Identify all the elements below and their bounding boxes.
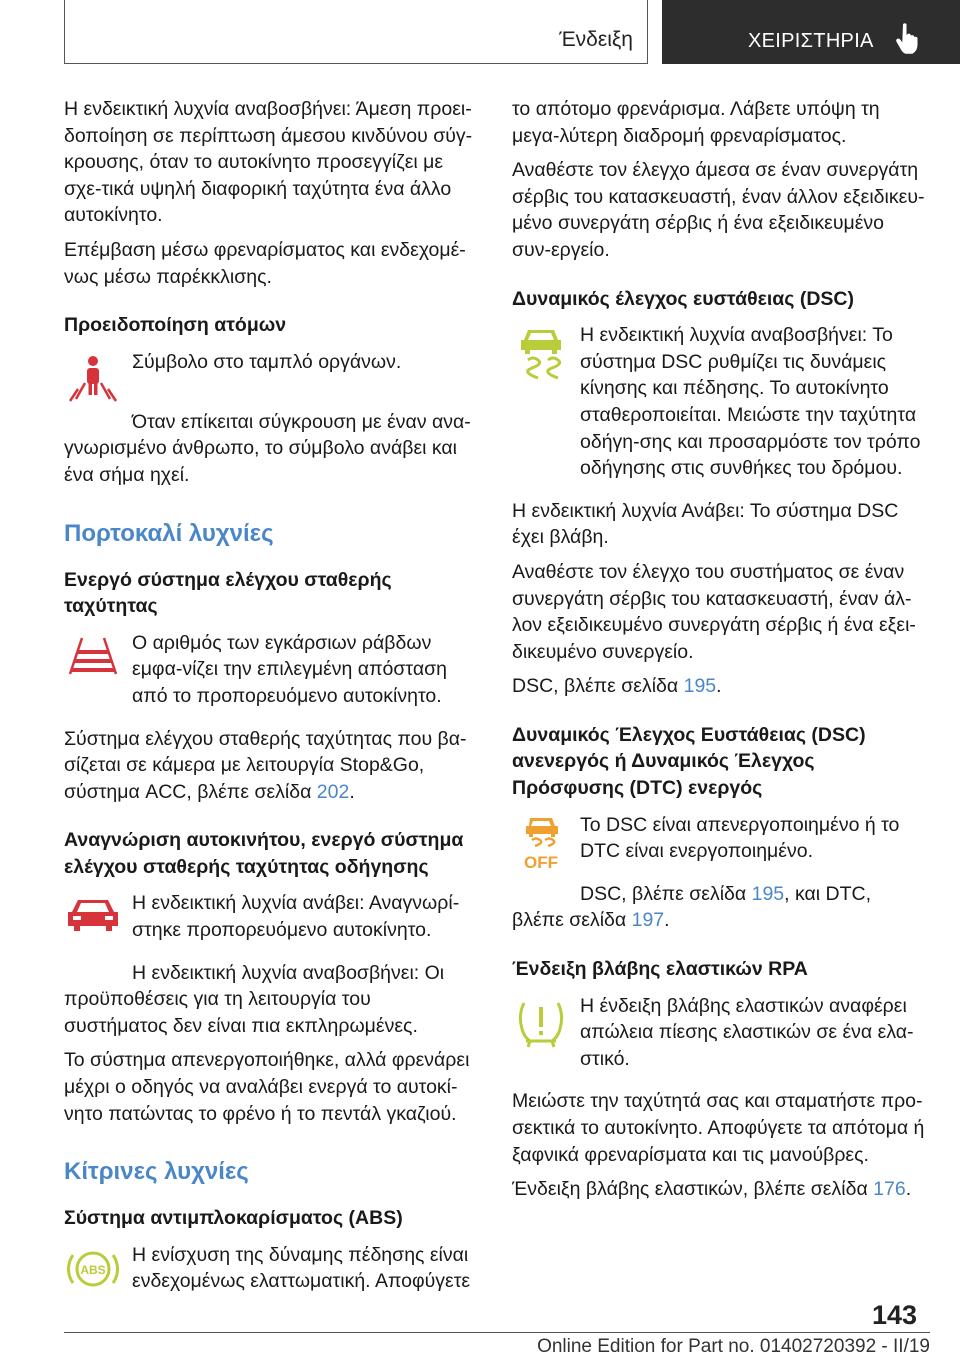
cruise-control-block [64, 630, 478, 718]
paragraph: Όταν επίκειται σύγκρουση με έναν ανα-γνωρισμένο άνθρωπο, το σύμβολο ανάβει και ένα σήμα ηχεί. [64, 410, 471, 486]
paragraph: Το σύστημα απενεργοποιήθηκε, αλλά φρενάρει μέχρι ο οδηγός να αναλάβει ενεργά το αυτοκί-νητο πατώντας το φρένο ή το πεντάλ γκαζιού. [64, 1049, 470, 1125]
paragraph-rpa-reference: Ένδειξη βλάβης ελαστικών, βλέπε σελίδα 176. [512, 1178, 912, 1201]
paragraph: Επέμβαση μέσω φρεναρίσματος και ενδεχομέ-νως μέσω παρέκκλισης. [64, 238, 466, 288]
heading-abs: Σύστημα αντιμπλοκαρίσματος (ABS) [64, 1207, 403, 1230]
section-orange-lights: Πορτοκαλί λυχνίες [64, 519, 274, 547]
vehicle-ahead-icon [64, 894, 122, 934]
header-chapter-tab[interactable] [662, 0, 960, 64]
paragraph: Σύμβολο στο ταμπλό οργάνων. [132, 350, 402, 373]
paragraph-dsc-reference: DSC, βλέπε σελίδα 195. [512, 675, 722, 698]
tire-pressure-warning-icon [512, 997, 570, 1049]
paragraph: Η ενδεικτική λυχνία ανάβει: Αναγνωρί-στηκε προπορευόμενο αυτοκίνητο. [132, 892, 460, 942]
paragraph: Αναθέστε τον έλεγχο άμεσα σε έναν συνεργάτη σέρβις του κατασκευαστή, έναν άλλον εξειδικευ-μένο συνεργάτη σέρβις ή ένα εξειδικευμένο συν-εργείο. [512, 159, 925, 261]
paragraph: Το DSC είναι απενεργοποιημένο ή το DTC είναι ενεργοποιημένο. [580, 813, 900, 863]
paragraph: Αναθέστε τον έλεγχο του συστήματος σε έναν συνεργάτη σέρβις του κατασκευαστή, έναν άλ-λον εξειδικευμένο συνεργάτη σέρβις ή ένα εξει-δικευμένο συνεργείο. [512, 560, 916, 663]
heading-rpa: Ένδειξη βλάβης ελαστικών RPA [512, 958, 808, 981]
page-link-197[interactable]: 197 [631, 909, 665, 932]
page-number: 143 [872, 1300, 918, 1330]
abs-block [64, 1242, 478, 1303]
section-yellow-lights: Κίτρινες λυχνίες [64, 1158, 249, 1186]
page-link-195[interactable]: 195 [683, 675, 717, 698]
dsc-block [512, 322, 926, 490]
paragraph: Η ενδεικτική λυχνία αναβοσβήνει: Οι προϋποθέσεις για τη λειτουργία του συστήματος δεν είναι πια εκπληρωμένες. [64, 961, 445, 1037]
paragraph: Η ενδεικτική λυχνία Ανάβει: Το σύστημα DSC έχει βλάβη. [512, 499, 899, 549]
heading-dsc: Δυναμικός έλεγχος ευστάθειας (DSC) [512, 287, 854, 310]
paragraph-cruise-reference: Σύστημα ελέγχου σταθερής ταχύτητας που βα-σίζεται σε κάμερα με λειτουργία Stop&Go, σύστημα ACC, βλέπε σελίδα 202. [64, 727, 467, 803]
paragraph-dtc-reference: DSC, βλέπε σελίδα 195, και DTC, βλέπε σελίδα 197. [512, 882, 872, 932]
person-warning-block [64, 349, 478, 405]
dtc-block [512, 812, 926, 873]
distance-bars-icon [64, 634, 122, 678]
heading-dtc: Δυναμικός Έλεγχος Ευστάθειας (DSC) ανενεργός ή Δυναμικός Έλεγχος Πρόσφυσης (DTC) ενεργός [512, 723, 866, 800]
paragraph: το απότομο φρενάρισμα. Λάβετε υπόψη τη μεγα-λύτερη διαδρομή φρεναρίσματος. [512, 98, 880, 147]
paragraph: Η ενδεικτική λυχνία αναβοσβήνει: Το σύστημα DSC ρυθμίζει τις δυνάμεις κίνησης και πέδησης. Το αυτοκίνητο σταθεροποιείται. Μειώστε την ταχύτητα οδήγη-σης και προσαρμόστε τον τρόπο οδήγησης στις συνθήκες του δρόμου. [580, 324, 921, 480]
header-chapter-label: ΧΕΙΡΙΣΤΗΡΙΑ [748, 30, 874, 52]
dtc-icon-text: OFF [524, 852, 558, 872]
pointing-hand-icon [894, 22, 922, 54]
header-section-title: Ένδειξη [559, 28, 633, 51]
page-link-195[interactable]: 195 [751, 882, 785, 905]
vehicle-detection-block [64, 890, 478, 951]
paragraph: Μειώστε την ταχύτητά σας και σταματήστε προ-σεκτικά το αυτοκίνητο. Αποφύγετε τα απότομα ή ξαφνικά φρεναρίσματα και τις μανούβρες. [512, 1090, 925, 1166]
dsc-skid-icon [512, 326, 570, 382]
rpa-block [512, 993, 926, 1081]
header-section-box [64, 0, 648, 64]
page-link-176[interactable]: 176 [873, 1178, 906, 1201]
pedestrian-warning-icon [64, 353, 122, 405]
right-column [512, 96, 926, 1211]
dsc-off-icon [512, 816, 570, 872]
paragraph: Η ένδειξη βλάβης ελαστικών αναφέρει απώλεια πίεσης ελαστικών σε ένα ελα-στικό. [580, 994, 914, 1070]
abs-warning-icon [64, 1246, 122, 1292]
footer-edition: Online Edition for Part no. 01402720392 - II/19 [537, 1336, 930, 1357]
heading-person-warning: Προειδοποίηση ατόμων [64, 314, 287, 337]
page-link-202[interactable]: 202 [316, 780, 350, 803]
heading-cruise-control: Ενεργό σύστημα ελέγχου σταθερής ταχύτητας [64, 568, 392, 618]
paragraph: Ο αριθμός των εγκάρσιων ράβδων εμφα-νίζει την επιλεγμένη απόσταση από το προπορευόμενο αυτοκίνητο. [132, 631, 447, 707]
paragraph: Η ενίσχυση της δύναμης πέδησης είναι ενδεχομένως ελαττωματική. Αποφύγετε [132, 1243, 471, 1293]
heading-vehicle-detection: Αναγνώριση αυτοκινήτου, ενεργό σύστημα ελέγχου σταθερής ταχύτητας οδήγησης [64, 829, 464, 878]
footer-divider [64, 1332, 930, 1333]
left-column [64, 96, 478, 1311]
paragraph: Η ενδεικτική λυχνία αναβοσβήνει: Άμεση προει-δοποίηση σε περίπτωση άμεσου κινδύνου σύγ-κρουσης, όταν το αυτοκίνητο προσεγγίζει με σχε-τικά υψηλή διαφορική ταχύτητα ένα άλλο αυτοκίνητο. [64, 98, 473, 227]
abs-icon-text: ABS [80, 1262, 106, 1277]
